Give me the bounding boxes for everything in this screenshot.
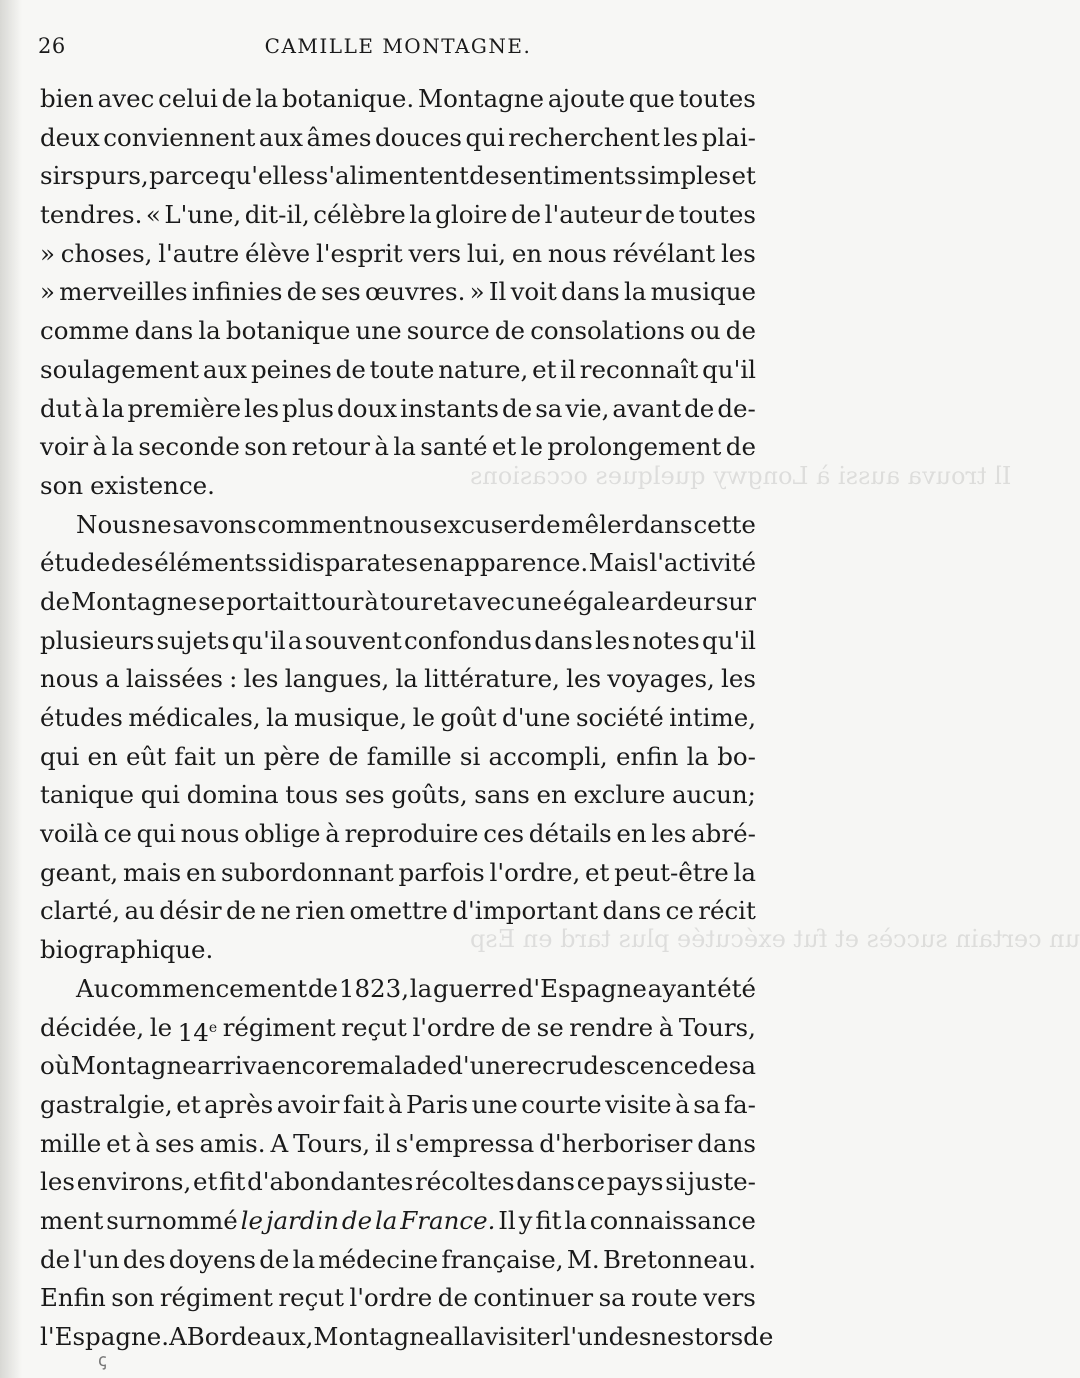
text-line: Enfin son régiment reçut l'ordre de continuer sa route vers: [40, 1283, 756, 1313]
text-line: biographique.: [40, 935, 214, 965]
text-line: voilà ce qui nous oblige à reproduire ces détails en les abré-: [40, 819, 756, 849]
text-line: comme dans la botanique une source de consolations ou de: [40, 316, 756, 346]
text-line: bien avec celui de la botanique. Montagne ajoute que toutes: [40, 84, 756, 113]
text-line: les environs, et fit d'abondantes récoltes dans ce pays si juste-: [40, 1167, 756, 1197]
text-line: voir à la seconde son retour à la santé et le prolongement de: [40, 432, 756, 462]
text-line: tanique qui domina tous ses goûts, sans en exclure aucun;: [40, 780, 756, 810]
text-line: qui en eût fait un père de famille si accompli, enfin la bo-: [40, 741, 756, 771]
text-line: plusieurs sujets qu'il a souvent confondus dans les notes qu'il: [40, 625, 756, 655]
text-line: Au commencement de 1823, la guerre d'Espagne ayant été: [76, 973, 756, 1003]
text-line: soulagement aux peines de toute nature, et il reconnaît qu'il: [40, 354, 756, 384]
text-line: nous a laissées : les langues, la littérature, les voyages, les: [40, 664, 756, 694]
text-line: où Montagne arriva encore malade d'une recrudescence de sa: [40, 1051, 756, 1081]
page-number: 26: [38, 34, 66, 58]
text-line: ment surnommé le jardin de la France. Il y fit la connaissance: [40, 1205, 756, 1235]
running-head: CAMILLE MONTAGNE.: [264, 34, 532, 58]
text-line: dut à la première les plus doux instants de sa vie, avant de de-: [40, 393, 756, 423]
text-line: son existence.: [40, 470, 215, 500]
text-line: gastralgie, et après avoir fait à Paris une courte visite à sa fa-: [40, 1089, 756, 1119]
text-line: clarté, au désir de ne rien omettre d'important dans ce récit: [40, 896, 756, 926]
text-line: étude des éléments si disparates en apparence. Mais l'activité: [40, 548, 756, 578]
text-line: de l'un des doyens de la médecine française, M. Bretonneau.: [40, 1244, 756, 1274]
text-line: geant, mais en subordonnant parfois l'ordre, et peut-être la: [40, 857, 756, 887]
text-line: décidée, le 14e régiment reçut l'ordre de se rendre à Tours,: [40, 1012, 756, 1047]
text-line: études médicales, la musique, le goût d'une société intime,: [40, 703, 756, 732]
text-line: de Montagne se portait tour à tour et avec une égale ardeur sur: [40, 586, 756, 616]
text-line: l'Espagne. A Bordeaux, Montagne alla visiter l'un des nestors de: [40, 1322, 774, 1351]
ink-smudge: ꞔ: [98, 1350, 107, 1371]
page-gutter-shadow: [0, 0, 22, 1378]
text-line: Nous ne savons comment nous excuser de mêler dans cette: [76, 509, 756, 539]
page-header: [38, 34, 758, 64]
show-through-mark: Il trouva aussi à Longwy quelques occasions: [470, 462, 1012, 490]
text-line: » choses, l'autre élève l'esprit vers lui, en nous révélant les: [40, 238, 756, 268]
text-line: sirs purs, parce qu'elles s'alimentent de sentiments simples et: [40, 161, 756, 191]
text-line: deux conviennent aux âmes douces qui recherchent les plai-: [40, 122, 756, 152]
text-line: tendres. « L'une, dit-il, célèbre la gloire de l'auteur de toutes: [40, 200, 756, 230]
text-line: mille et à ses amis. A Tours, il s'empressa d'herboriser dans: [40, 1128, 756, 1158]
body-text: [40, 80, 774, 1357]
show-through-mark: un certain succès et fut exécutée plus tard en Esp: [470, 925, 1080, 953]
text-line: » merveilles infinies de ses œuvres. » Il voit dans la musique: [40, 277, 756, 307]
